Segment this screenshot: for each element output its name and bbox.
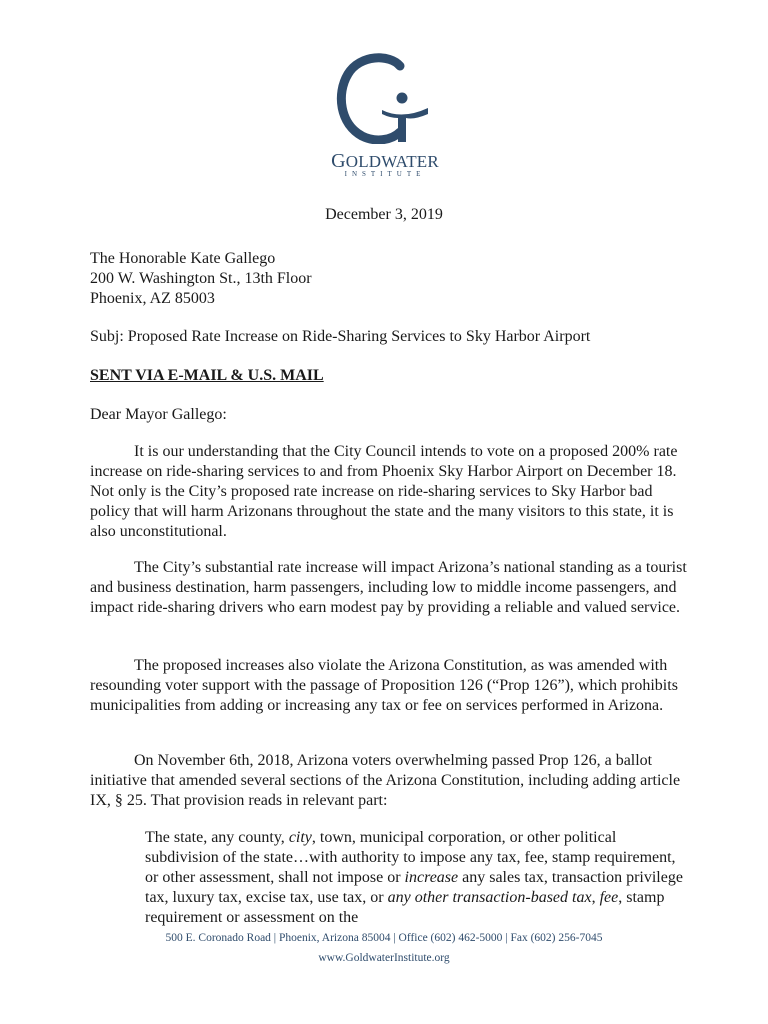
address-line-2: 200 W. Washington St., 13th Floor [90, 270, 312, 287]
goldwater-logo-icon [330, 52, 442, 144]
logo-subtitle: INSTITUTE [344, 170, 426, 178]
footer-website[interactable]: www.GoldwaterInstitute.org [318, 952, 450, 964]
paragraph-1: It is our understanding that the City Council intends to vote on a proposed 200% rate increase on ride-sharing services to and from Phoenix Sky Harbor Airport on December 18. Not only is the City’s proposed rate increase on ride-sharing services to Sky Harbor bad policy that will harm Arizonans throughout the state and the many visitors to this state, it is also unconstitutional. [90, 443, 678, 540]
paragraph-3: The proposed increases also violate the Arizona Constitution, as was amended with resounding voter support with the passage of Proposition 126 (“Prop 126”), which prohibits municipalities from adding or increasing any tax or fee on services performed in Arizona. [90, 657, 678, 714]
subject-line: Subj: Proposed Rate Increase on Ride-Sharing Services to Sky Harbor Airport [90, 328, 591, 345]
logo-wordmark: GOLDWATER [331, 150, 439, 172]
letter-date: December 3, 2019 [325, 206, 443, 223]
sent-via-heading: SENT VIA E-MAIL & U.S. MAIL [90, 367, 324, 384]
address-line-3: Phoenix, AZ 85003 [90, 290, 215, 307]
salutation: Dear Mayor Gallego: [90, 406, 227, 423]
paragraph-2: The City’s substantial rate increase will impact Arizona’s national standing as a tourist and business destination, harm passengers, including low to middle income passengers, and impact ride-sharing drivers who earn modest pay by providing a reliable and valued service. [90, 559, 687, 616]
block-quote: The state, any county, city, town, municipal corporation, or other political subdivision of the state…with authority to impose any tax, fee, stamp requirement, or other assessment, shall not impose or increase any sales tax, transaction privilege tax, luxury tax, excise tax, use tax, or any other transaction-based tax, fee, stamp requirement or assessment on the [145, 829, 683, 926]
paragraph-4: On November 6th, 2018, Arizona voters overwhelming passed Prop 126, a ballot initiative that amended several sections of the Arizona Constitution, including adding article IX, § 25. That provision reads in relevant part: [90, 752, 681, 809]
footer-address: 500 E. Coronado Road | Phoenix, Arizona 85004 | Office (602) 462-5000 | Fax (602) 256-7045 [165, 932, 603, 944]
address-line-1: The Honorable Kate Gallego [90, 250, 276, 267]
